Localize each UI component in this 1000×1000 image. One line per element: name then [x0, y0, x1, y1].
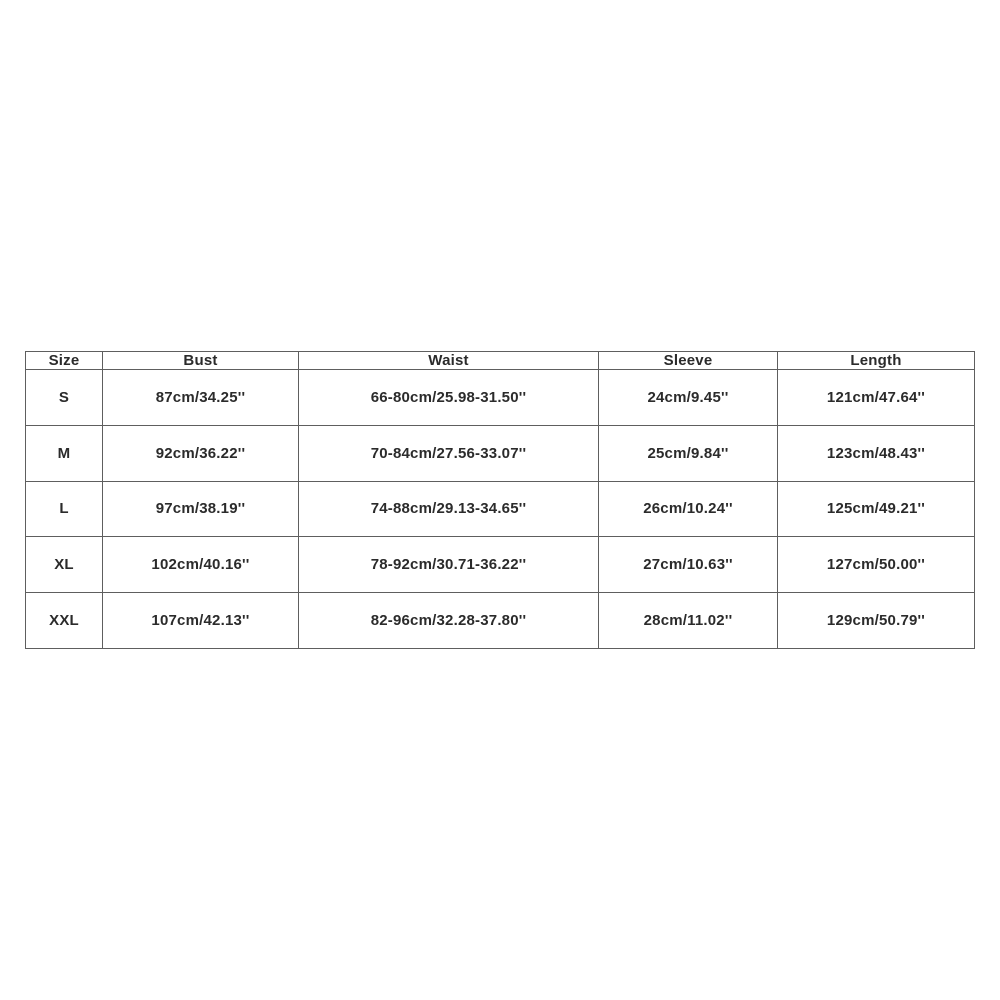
cell-xxl-waist: 82-96cm/32.28-37.80'' [299, 593, 599, 649]
cell-xxl-size: XXL [26, 593, 103, 649]
table-row-xl [26, 537, 975, 593]
header-cell-length: Length [778, 352, 975, 370]
cell-l-bust: 97cm/38.19'' [103, 481, 299, 537]
cell-xxl-length: 129cm/50.79'' [778, 593, 975, 649]
cell-xxl-sleeve: 28cm/11.02'' [599, 593, 778, 649]
cell-s-waist: 66-80cm/25.98-31.50'' [299, 370, 599, 426]
table-row-s [26, 370, 975, 426]
cell-m-bust: 92cm/36.22'' [103, 425, 299, 481]
table-row-xxl [26, 593, 975, 649]
cell-m-length: 123cm/48.43'' [778, 425, 975, 481]
cell-l-size: L [26, 481, 103, 537]
cell-l-waist: 74-88cm/29.13-34.65'' [299, 481, 599, 537]
cell-m-size: M [26, 425, 103, 481]
cell-m-waist: 70-84cm/27.56-33.07'' [299, 425, 599, 481]
cell-l-length: 125cm/49.21'' [778, 481, 975, 537]
header-cell-bust: Bust [103, 352, 299, 370]
size-chart-table [25, 351, 975, 649]
header-cell-sleeve: Sleeve [599, 352, 778, 370]
cell-xl-length: 127cm/50.00'' [778, 537, 975, 593]
cell-xl-bust: 102cm/40.16'' [103, 537, 299, 593]
cell-s-length: 121cm/47.64'' [778, 370, 975, 426]
table-row-m [26, 425, 975, 481]
cell-s-size: S [26, 370, 103, 426]
cell-s-bust: 87cm/34.25'' [103, 370, 299, 426]
header-cell-waist: Waist [299, 352, 599, 370]
cell-s-sleeve: 24cm/9.45'' [599, 370, 778, 426]
header-cell-size: Size [26, 352, 103, 370]
table-row-l [26, 481, 975, 537]
cell-xl-size: XL [26, 537, 103, 593]
header-row [26, 352, 975, 370]
cell-xxl-bust: 107cm/42.13'' [103, 593, 299, 649]
cell-xl-waist: 78-92cm/30.71-36.22'' [299, 537, 599, 593]
cell-l-sleeve: 26cm/10.24'' [599, 481, 778, 537]
cell-xl-sleeve: 27cm/10.63'' [599, 537, 778, 593]
cell-m-sleeve: 25cm/9.84'' [599, 425, 778, 481]
